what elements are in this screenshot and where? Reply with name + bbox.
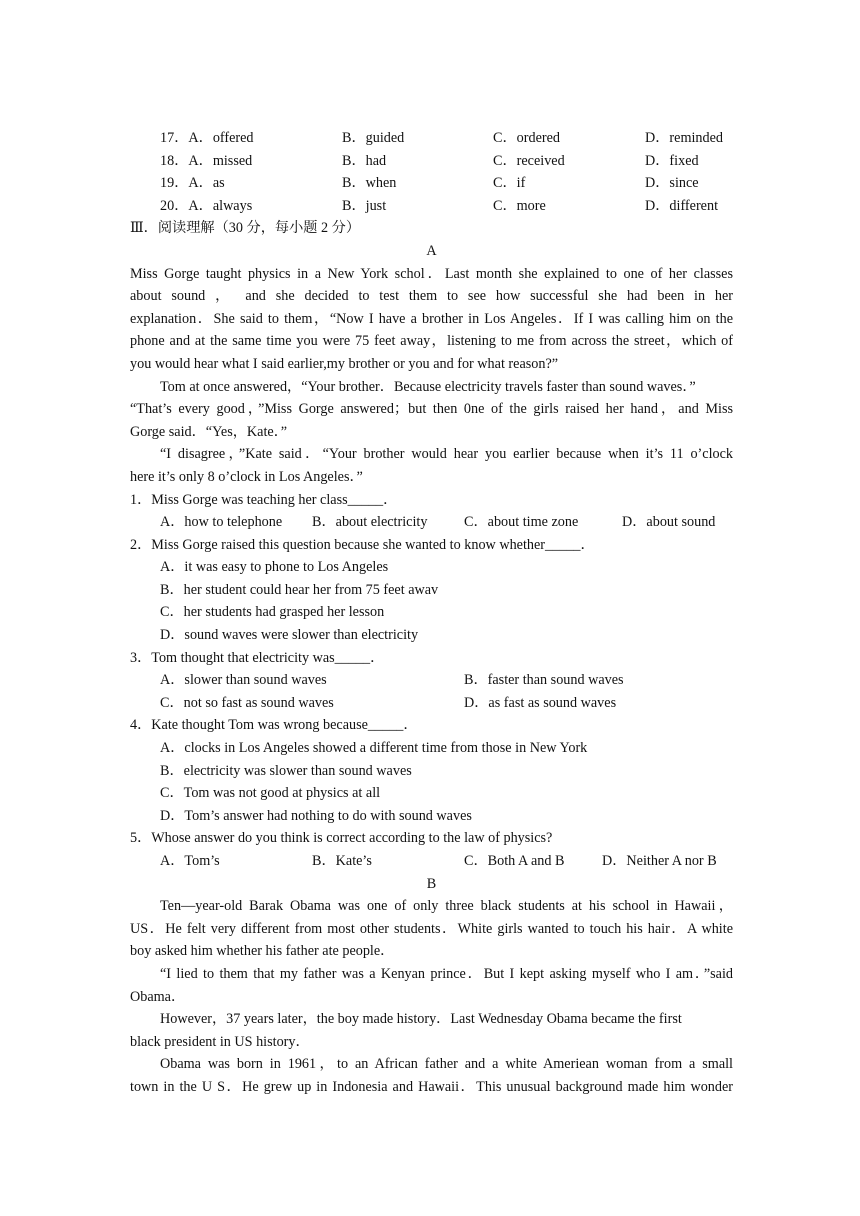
question-options-1 [130, 511, 733, 534]
cloze-options [130, 127, 733, 217]
passage-line: boy asked him whether his father ate people． [130, 943, 395, 960]
option: B．her student could hear her from 75 feet awav [160, 581, 439, 598]
option: B．faster than sound waves [464, 672, 624, 689]
passage-line: Obama was born in 1961，to an African father and a white Ameriean woman from a small [160, 1056, 733, 1073]
option: D．sound waves were slower than electricity [160, 627, 419, 644]
option: C．her students had grasped her lesson [160, 604, 385, 621]
passage-line: US．He felt very different from most other students．White girls wanted to touch his hair．A white [130, 920, 733, 937]
option: B．Kate’s [312, 853, 372, 869]
passage-line: town in the U S．He grew up in Indonesia and Hawaii．This unusual background made him wonder [130, 1078, 733, 1095]
passage-line: here it’s only 8 o’clock in Los Angeles．” [130, 468, 363, 485]
option: D．about sound [622, 514, 716, 531]
passage-line: “That’s every good，”Miss Gorge answered；but then 0ne of the girls raised her hand，and Miss [130, 401, 733, 418]
exam-page [130, 127, 733, 1099]
option: A．slower than sound waves [160, 672, 327, 689]
question-stem-2: 2．Miss Gorge raised this question because she wanted to know whether_____． [130, 536, 595, 553]
passage-b [130, 873, 733, 1099]
cloze-row-17: 17．A．offered B．guided C．ordered D．reminded [160, 130, 724, 146]
option: D．Tom’s answer had nothing to do with sound waves [160, 807, 472, 824]
passage-line: Obama． [130, 988, 186, 1005]
passage-line: black president in US history． [130, 1033, 310, 1050]
question-options-3a [130, 669, 733, 692]
cloze-row-18: 18．A．missed B．had C．received D．fixed [160, 152, 699, 169]
option: D．as fast as sound waves [464, 694, 617, 711]
option: C．Both A and B [464, 853, 565, 869]
passage-b-label: B [426, 875, 437, 892]
question-options-5 [130, 850, 733, 873]
passage-line: Miss Gorge taught physics in a New York schol．Last month she explained to one of her classes [130, 265, 733, 282]
option: D．Neither A nor B [602, 853, 717, 869]
passage-line: you would hear what I said earlier,my brother or you and for what reason?” [130, 355, 559, 372]
question-stem-1: 1．Miss Gorge was teaching her class_____． [130, 491, 398, 508]
passage-a-label: A [426, 242, 437, 259]
option: A．Tom’s [160, 853, 220, 869]
question-stem-4: 4．Kate thought Tom was wrong because_____． [130, 717, 418, 734]
option: C．not so fast as sound waves [160, 694, 334, 711]
passage-line: about sound ， and she decided to test them to see how successful she had been in her [130, 288, 733, 305]
question-stem-3: 3．Tom thought that electricity was_____． [130, 649, 385, 666]
option: B．about electricity [312, 514, 428, 531]
option: A．it was easy to phone to Los Angeles [160, 559, 389, 576]
passage-line: Tom at once answered，“Your brother．Because electricity travels faster than sound waves．” [160, 378, 696, 395]
option: A．clocks in Los Angeles showed a different time from those in New York [160, 740, 588, 757]
option: B．electricity was slower than sound waves [160, 762, 412, 779]
option: A．how to telephone [160, 514, 283, 531]
cloze-row-19: 19．A．as B．when C．if D．since [160, 175, 699, 192]
question-stem-5: 5．Whose answer do you think is correct according to the law of physics? [130, 830, 553, 847]
passage-line: However，37 years later，the boy made history．Last Wednesday Obama became the first [160, 1011, 682, 1028]
option: C．Tom was not good at physics at all [160, 785, 381, 802]
passage-a [130, 240, 733, 489]
passage-line: “I lied to them that my father was a Kenyan prince．But I kept asking myself who I am．”said [160, 965, 733, 982]
passage-line: “I disagree，”Kate said．“Your brother would hear you earlier because when it’s 11 o’clock [160, 446, 733, 463]
passage-line: Ten—year-old Barak Obama was one of only three black students at his school in Hawaii， [160, 898, 733, 915]
passage-line: Gorge said．“Yes，Kate．” [130, 423, 288, 440]
passage-line: phone and at the same time you were 75 feet away，listening to me from across the street，which of [130, 333, 733, 350]
cloze-row-20: 20．A．always B．just C．more D．different [160, 197, 719, 214]
questions [130, 489, 733, 873]
passage-line: explanation．She said to them，“Now I have a brother in Los Angeles．If I was calling him on the [130, 310, 733, 327]
option: C．about time zone [464, 514, 579, 531]
section-heading: Ⅲ．阅读理解（30 分，每小题 2 分） [130, 220, 361, 237]
question-options-3b [130, 692, 733, 715]
